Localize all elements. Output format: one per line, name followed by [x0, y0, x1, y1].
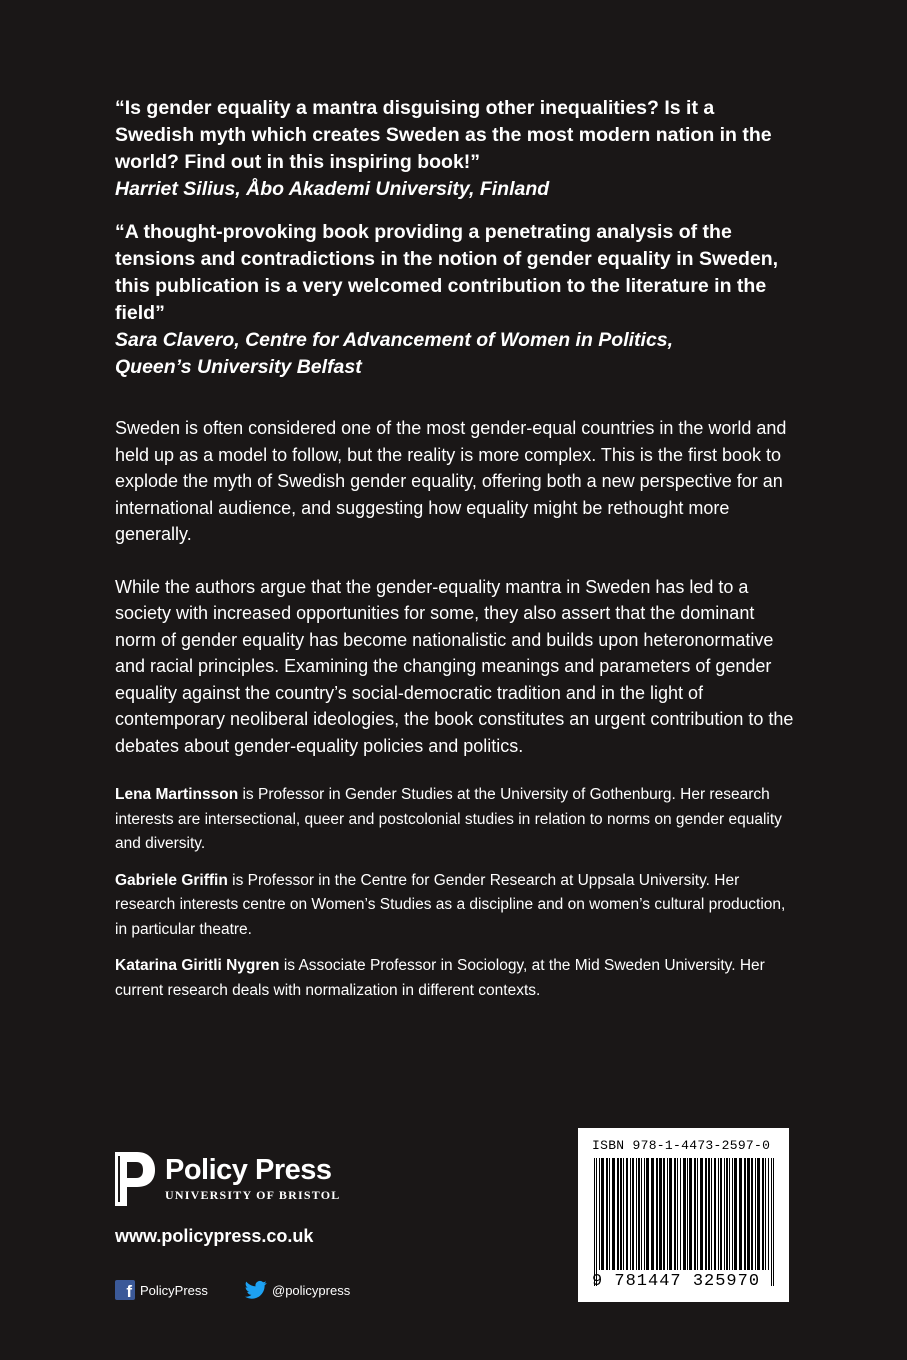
barcode-bar — [729, 1158, 730, 1270]
barcode-bar — [644, 1158, 645, 1270]
barcode-bar — [694, 1158, 696, 1270]
barcode-bars — [590, 1158, 778, 1286]
barcode-bar — [617, 1158, 619, 1270]
barcode-bar — [667, 1158, 668, 1270]
barcode-bar — [751, 1158, 753, 1270]
author-bio — [115, 783, 795, 857]
endorsement-1 — [115, 95, 795, 203]
endorsement-attribution: Harriet Silius, Åbo Akademi University, Finland — [115, 178, 550, 200]
barcode-bar — [720, 1158, 722, 1270]
barcode-bar — [606, 1158, 608, 1270]
barcode-guard-bar — [771, 1158, 772, 1286]
endorsement-attribution: Queen’s University Belfast — [115, 356, 362, 378]
twitter-icon — [245, 1280, 267, 1300]
barcode-bar — [623, 1158, 624, 1270]
endorsement-quote: “Is gender equality a mantra disguising other inequalities? Is it a Swedish myth which creates Sweden as the most modern nation in the world? Find out in this inspiring book!” — [115, 97, 772, 173]
barcode-bar — [620, 1158, 622, 1270]
barcode-bar — [674, 1158, 676, 1270]
barcode-guard-bar — [596, 1158, 597, 1286]
barcode-bar — [612, 1158, 615, 1270]
isbn-label: ISBN 978-1-4473-2597-0 — [592, 1138, 771, 1153]
author-bio-text: is Professor in the Centre for Gender Research at Uppsala University. Her research interests centre on Women’s Studies as a discipline and on women’s cultural production, in particular theatre. — [115, 871, 786, 938]
barcode-bar — [768, 1158, 769, 1270]
author-bio — [115, 869, 795, 943]
barcode-bar — [683, 1158, 686, 1270]
barcode-bar — [700, 1158, 703, 1270]
author-name: Gabriele Griffin — [115, 871, 228, 889]
isbn-barcode — [578, 1128, 789, 1302]
isbn-digits: 9 781447 325970 — [592, 1272, 761, 1291]
barcode-bar — [646, 1158, 649, 1270]
endorsement-2 — [115, 219, 795, 381]
publisher-website[interactable]: www.policypress.co.uk — [115, 1226, 314, 1246]
author-name: Katarina Giritli Nygren — [115, 957, 280, 974]
author-bio-text: is Associate Professor in Sociology, at the Mid Sweden University. Her current research deals with normalization in different contexts. — [115, 957, 765, 999]
barcode-bar — [714, 1158, 716, 1270]
twitter-handle: @policypress — [272, 1282, 351, 1298]
barcode-bar — [724, 1158, 725, 1270]
publisher-logo — [113, 1150, 340, 1208]
barcode-bar — [609, 1158, 610, 1270]
policy-press-logo-icon — [113, 1150, 157, 1208]
barcode-bar — [734, 1158, 737, 1270]
barcode-bar — [641, 1158, 642, 1270]
description-paragraph: Sweden is often considered one of the most gender-equal countries in the world and held up as a model to follow, but the reality is more complex. This is the first book to explode the myth of Swedish gender equality, offering both a new perspective for an international audience, and suggesting how equality might be rethought more generally. — [115, 418, 787, 544]
barcode-bar — [651, 1158, 654, 1270]
barcode-bar — [663, 1158, 665, 1270]
barcode-bar — [599, 1158, 600, 1270]
author-name: Lena Martinsson — [115, 786, 239, 803]
barcode-bar — [705, 1158, 707, 1270]
barcode-bar — [636, 1158, 637, 1270]
barcode-bar — [744, 1158, 746, 1270]
author-bio — [115, 954, 795, 1003]
facebook-link[interactable] — [115, 1280, 208, 1300]
facebook-icon: f — [115, 1280, 135, 1300]
barcode-bar — [755, 1158, 756, 1270]
barcode-bar — [632, 1158, 634, 1270]
author-bio-text: is Professor in Gender Studies at the University of Gothenburg. Her research interests are intersectional, queer and postcolonial studies in relation to norms on gender equality and diversity. — [115, 786, 782, 852]
barcode-bar — [626, 1158, 628, 1270]
barcode-bar — [687, 1158, 688, 1270]
barcode-guard-bar — [594, 1158, 595, 1286]
barcode-bar — [630, 1158, 631, 1270]
back-cover-text — [115, 95, 795, 1003]
logo-text — [165, 1155, 340, 1203]
twitter-link[interactable] — [245, 1280, 350, 1300]
university-name: UNIVERSITY OF BRISTOL — [165, 1188, 341, 1202]
barcode-bar — [680, 1158, 681, 1270]
barcode-bar — [689, 1158, 692, 1270]
barcode-guard-bar — [773, 1158, 774, 1286]
publisher-name: Policy Press — [165, 1154, 332, 1186]
description-paragraph: While the authors argue that the gender-equality mantra in Sweden has led to a society with increased opportunities for some, they also assert that the dominant norm of gender equality has become nationalistic and builds upon heteronormative and racial principles. Examining the changing meanings and parameters of gender equality against the country’s social-democratic tradition and in the light of contemporary neoliberal ideologies, the book constitutes an urgent contribution to the debates about gender-equality policies and politics. — [115, 576, 794, 756]
barcode-bar — [718, 1158, 719, 1270]
barcode-bar — [638, 1158, 640, 1270]
barcode-bar — [677, 1158, 678, 1270]
barcode-bar — [732, 1158, 733, 1270]
barcode-bar — [601, 1158, 604, 1270]
barcode-bar — [708, 1158, 710, 1270]
endorsement-quote: “A thought-provoking book providing a penetrating analysis of the tensions and contradictions in the notion of gender equality in Sweden, this publication is a very welcomed contribution to the literature in the field” — [115, 221, 779, 324]
barcode-bar — [659, 1158, 662, 1270]
barcode-bar — [765, 1158, 766, 1270]
barcode-bar — [747, 1158, 750, 1270]
barcode-bar — [726, 1158, 728, 1270]
barcode-bar — [739, 1158, 742, 1270]
barcode-bar — [656, 1158, 658, 1270]
barcode-bar — [762, 1158, 764, 1270]
endorsement-attribution: Sara Clavero, Centre for Advancement of Women in Politics, — [115, 329, 674, 351]
barcode-bar — [669, 1158, 672, 1270]
facebook-handle: PolicyPress — [140, 1282, 208, 1298]
barcode-bar — [697, 1158, 698, 1270]
barcode-bar — [757, 1158, 760, 1270]
barcode-bar — [711, 1158, 712, 1270]
